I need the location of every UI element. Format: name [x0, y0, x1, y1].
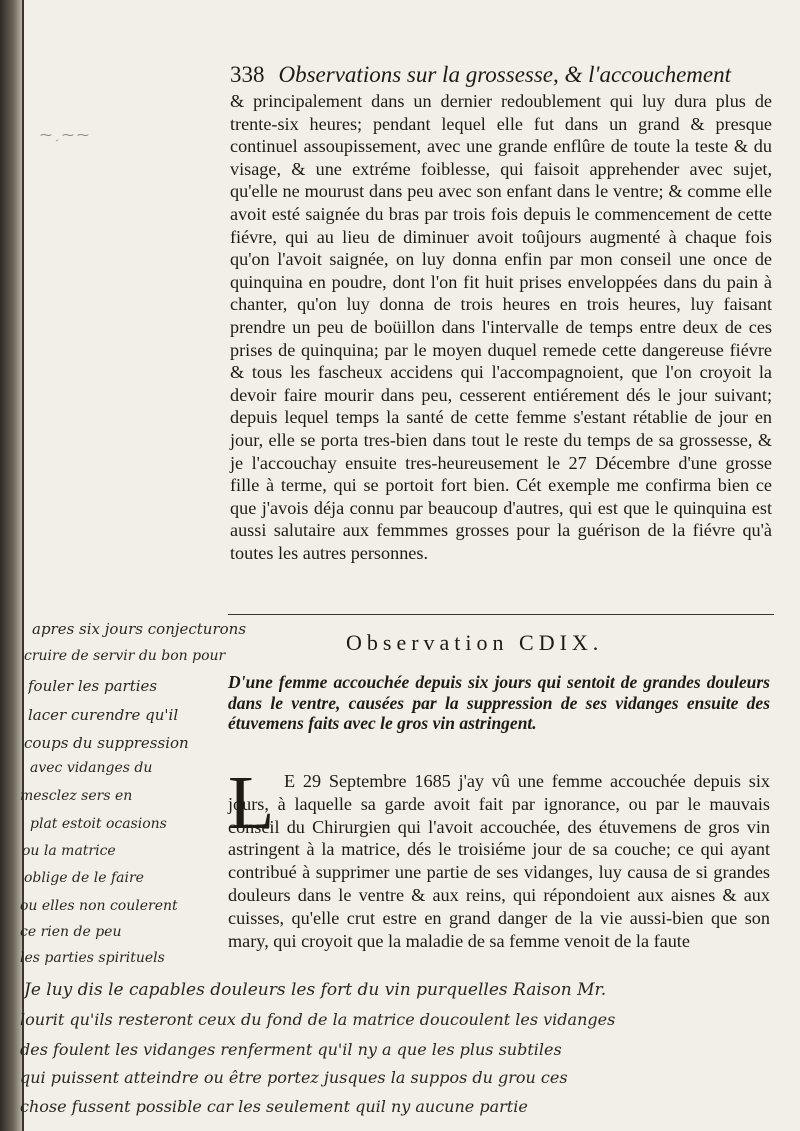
- handwritten-note: avec vidanges du: [30, 760, 153, 776]
- observation-paragraph: E 29 Septembre 1685 j'ay vû une femme accouchée depuis six jours, à laquelle sa garde avoit fait par ignorance, ou par le mauvais conseil du Chirurgien qui l'avoit accouchée, des étuvemens de gros vin astringent à la matrice, dés le troisiéme jour de sa couche; ce qui ayant contribué à supprimer une partie de ses vidanges, luy causa de si grandes douleurs dans le ventre & aux reins, qui répondoient aux aisnes & aux cuisses, qu'elle crut estre en grand danger de la vie aussi-bien que son mary, qui croyoit que la maladie de sa femme venoit de la faute: [228, 771, 770, 951]
- handwritten-note: plat estoit ocasions: [30, 816, 167, 832]
- page-number: 338: [230, 62, 265, 87]
- handwritten-note: apres six jours conjecturons: [32, 620, 247, 638]
- handwritten-note: mesclez sers en: [20, 788, 133, 804]
- handwritten-note: ou la matrice: [22, 843, 116, 859]
- observation-summary: D'une femme accouchée depuis six jours qui sentoit de grandes douleurs dans le ventre, causées par la suppression de ses vidanges ensuite des étuvemens faits avec le gros vin astringent.: [228, 672, 770, 734]
- handwritten-note: lacer curendre qu'il: [28, 706, 179, 724]
- handwritten-note: les parties spirituels: [20, 950, 165, 966]
- handwritten-line: des foulent les vidanges renferment qu'il ny a que les plus subtiles: [20, 1040, 562, 1059]
- handwritten-line: Je luy dis le capables douleurs les fort du vin purquelles Raison Mr.: [24, 980, 607, 1000]
- observation-text: [228, 761, 770, 952]
- body-paragraph: & principalement dans un dernier redoublement qui luy dura plus de trente-six heures; pendant lequel elle fut dans un grand & presque continuel assoupissement, avec une grande enflûre de toute la teste & du visage, & une extréme foiblesse, qui faisoit apprehender avec sujet, qu'elle ne mourust dans peu avec son enfant dans le ventre; & comme elle avoit esté saignée du bras par trois fois depuis le commencement de cette fiévre, qui au lieu de diminuer avoit toûjours augmenté à chaque fois qu'on l'avoit saignée, on luy donna enfin par mon conseil une once de quinquina en poudre, dont l'on fit huit prises enveloppées dans du pain à chanter, qu'on luy donna de trois heures en trois heures, luy faisant prendre un peu de boüillon dans l'intervalle de temps entre deux de ces prises de quinquina; par le moyen duquel remede cette dangereuse fiévre & tous les fascheux accidens qui l'accompagnoient, que l'on croyoit la devoir faire mourir dans peu, cesserent entiérement dés le jour suivant; depuis lequel temps la santé de cette femme s'estant rétablie de jour en jour, elle se porta tres-bien dans tout le reste du temps de sa grossesse, & je l'accouchay ensuite tres-heureusement le 27 Décembre d'une grosse fille à terme, qui se portoit fort bien. Cét exemple me confirma bien ce que j'avois déja connu par beaucoup d'autres, qui est que le quinquina est aussi salutaire aux femmmes grosses pour la guérison de la fiévre qu'à toutes les autres personnes.: [230, 91, 772, 563]
- handwritten-note: coups du suppression: [24, 734, 189, 752]
- faint-margin-marks: ⁓ ˏ ⁓ ⁓: [40, 128, 89, 142]
- body-text: [230, 90, 772, 564]
- handwritten-note: cruire de servir du bon pour: [24, 648, 226, 664]
- running-head: [230, 62, 731, 88]
- running-title: Observations sur la grossesse, & l'accouchement: [278, 62, 732, 87]
- book-binding: [0, 0, 22, 1131]
- observation-heading: Observation CDIX.: [346, 630, 604, 655]
- handwritten-note: ce rien de peu: [20, 924, 122, 940]
- section-rule: [228, 614, 774, 615]
- handwritten-line: lourit qu'ils resteront ceux du fond de la matrice doucoulent les vidanges: [20, 1010, 616, 1029]
- handwritten-note: oblige de le faire: [24, 870, 144, 886]
- handwritten-note: fouler les parties: [28, 677, 158, 695]
- handwritten-note: ou elles non coulerent: [20, 898, 178, 914]
- drop-cap: L: [228, 761, 275, 845]
- handwritten-line: qui puissent atteindre ou être portez jusques la suppos du grou ces: [20, 1068, 568, 1087]
- handwritten-line: chose fussent possible car les seulement quil ny aucune partie: [20, 1097, 528, 1116]
